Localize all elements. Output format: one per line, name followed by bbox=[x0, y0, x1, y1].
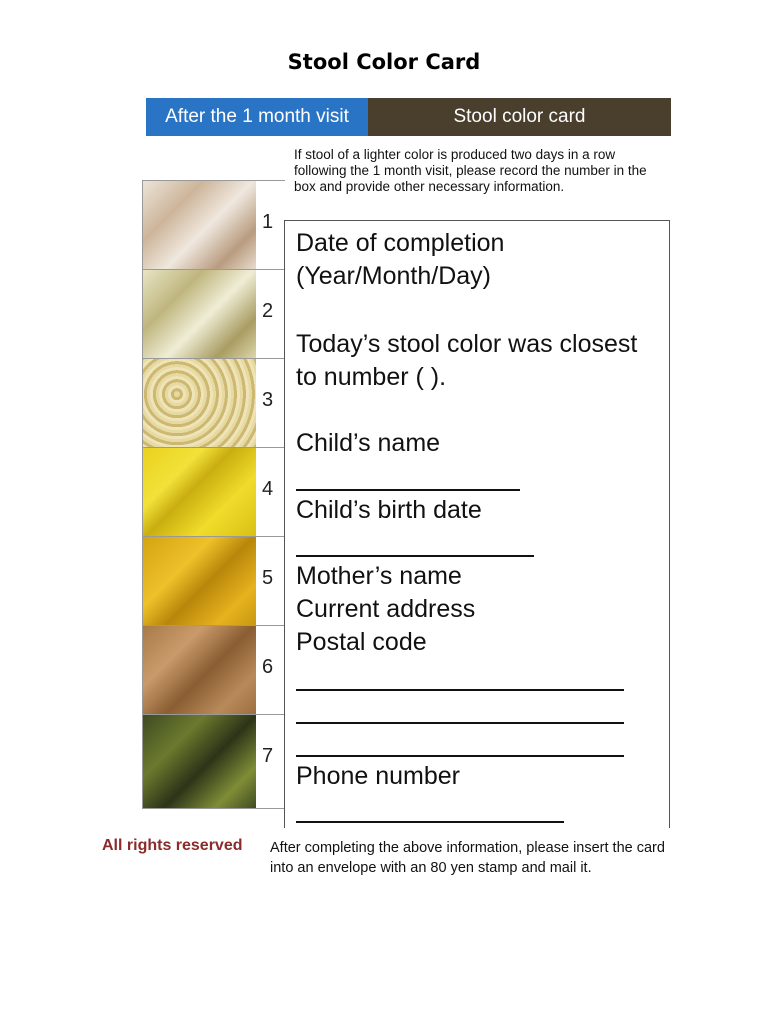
child-birth-date-label: Child’s birth date bbox=[296, 496, 482, 524]
header-after-visit bbox=[146, 98, 368, 136]
swatch-4-number: 4 bbox=[262, 478, 274, 500]
swatch-2-number: 2 bbox=[262, 300, 274, 322]
phone-number-line[interactable] bbox=[296, 821, 564, 823]
swatch-3-image bbox=[143, 359, 256, 447]
swatch-7-image bbox=[143, 715, 256, 808]
header-after-visit-label: After the 1 month visit bbox=[165, 106, 349, 127]
page-title: Stool Color Card bbox=[287, 50, 481, 74]
address-line-1[interactable] bbox=[296, 689, 624, 691]
address-line-2[interactable] bbox=[296, 722, 624, 724]
swatch-row-3 bbox=[143, 358, 285, 447]
child-birth-date-line[interactable] bbox=[296, 555, 534, 557]
header-stool-color-card bbox=[368, 98, 671, 136]
swatch-6-image bbox=[143, 626, 256, 714]
swatch-row-6 bbox=[143, 625, 285, 714]
swatch-3-number: 3 bbox=[262, 389, 274, 411]
swatch-row-4 bbox=[143, 447, 285, 536]
postal-code-label: Postal code bbox=[296, 628, 427, 656]
stool-color-question-line-1: Today’s stool color was closest bbox=[296, 330, 638, 358]
phone-number-label: Phone number bbox=[296, 762, 461, 790]
swatch-row-2 bbox=[143, 269, 285, 358]
swatch-row-7 bbox=[143, 714, 285, 808]
swatch-5-number: 5 bbox=[262, 567, 274, 589]
mother-name-label: Mother’s name bbox=[296, 562, 462, 590]
instructions-text: If stool of a lighter color is produced two days in a row following the 1 month visit, please record the number in the box and provide other necessary information. bbox=[294, 147, 647, 194]
rights-notice: All rights reserved bbox=[102, 837, 243, 854]
swatch-1-image bbox=[143, 181, 256, 269]
header-stool-color-card-label: Stool color card bbox=[453, 106, 586, 127]
swatch-2-image bbox=[143, 270, 256, 358]
child-name-line[interactable] bbox=[296, 489, 520, 491]
current-address-label: Current address bbox=[296, 595, 476, 623]
swatch-4-image bbox=[143, 448, 256, 536]
stool-color-question-line-2: to number ( ). bbox=[296, 363, 447, 391]
color-swatch-column bbox=[142, 180, 285, 809]
date-format-label: (Year/Month/Day) bbox=[296, 262, 491, 290]
mailing-instructions: After completing the above information, please insert the card into an envelope with an 80 yen stamp and mail it. bbox=[270, 840, 665, 876]
swatch-row-1 bbox=[143, 180, 285, 269]
address-line-3[interactable] bbox=[296, 755, 624, 757]
child-name-label: Child’s name bbox=[296, 429, 441, 457]
swatch-1-number: 1 bbox=[262, 211, 274, 233]
swatch-6-number: 6 bbox=[262, 656, 274, 678]
date-of-completion-label: Date of completion bbox=[296, 229, 505, 257]
swatch-5-image bbox=[143, 537, 256, 625]
swatch-row-5 bbox=[143, 536, 285, 625]
swatch-7-number: 7 bbox=[262, 745, 274, 767]
